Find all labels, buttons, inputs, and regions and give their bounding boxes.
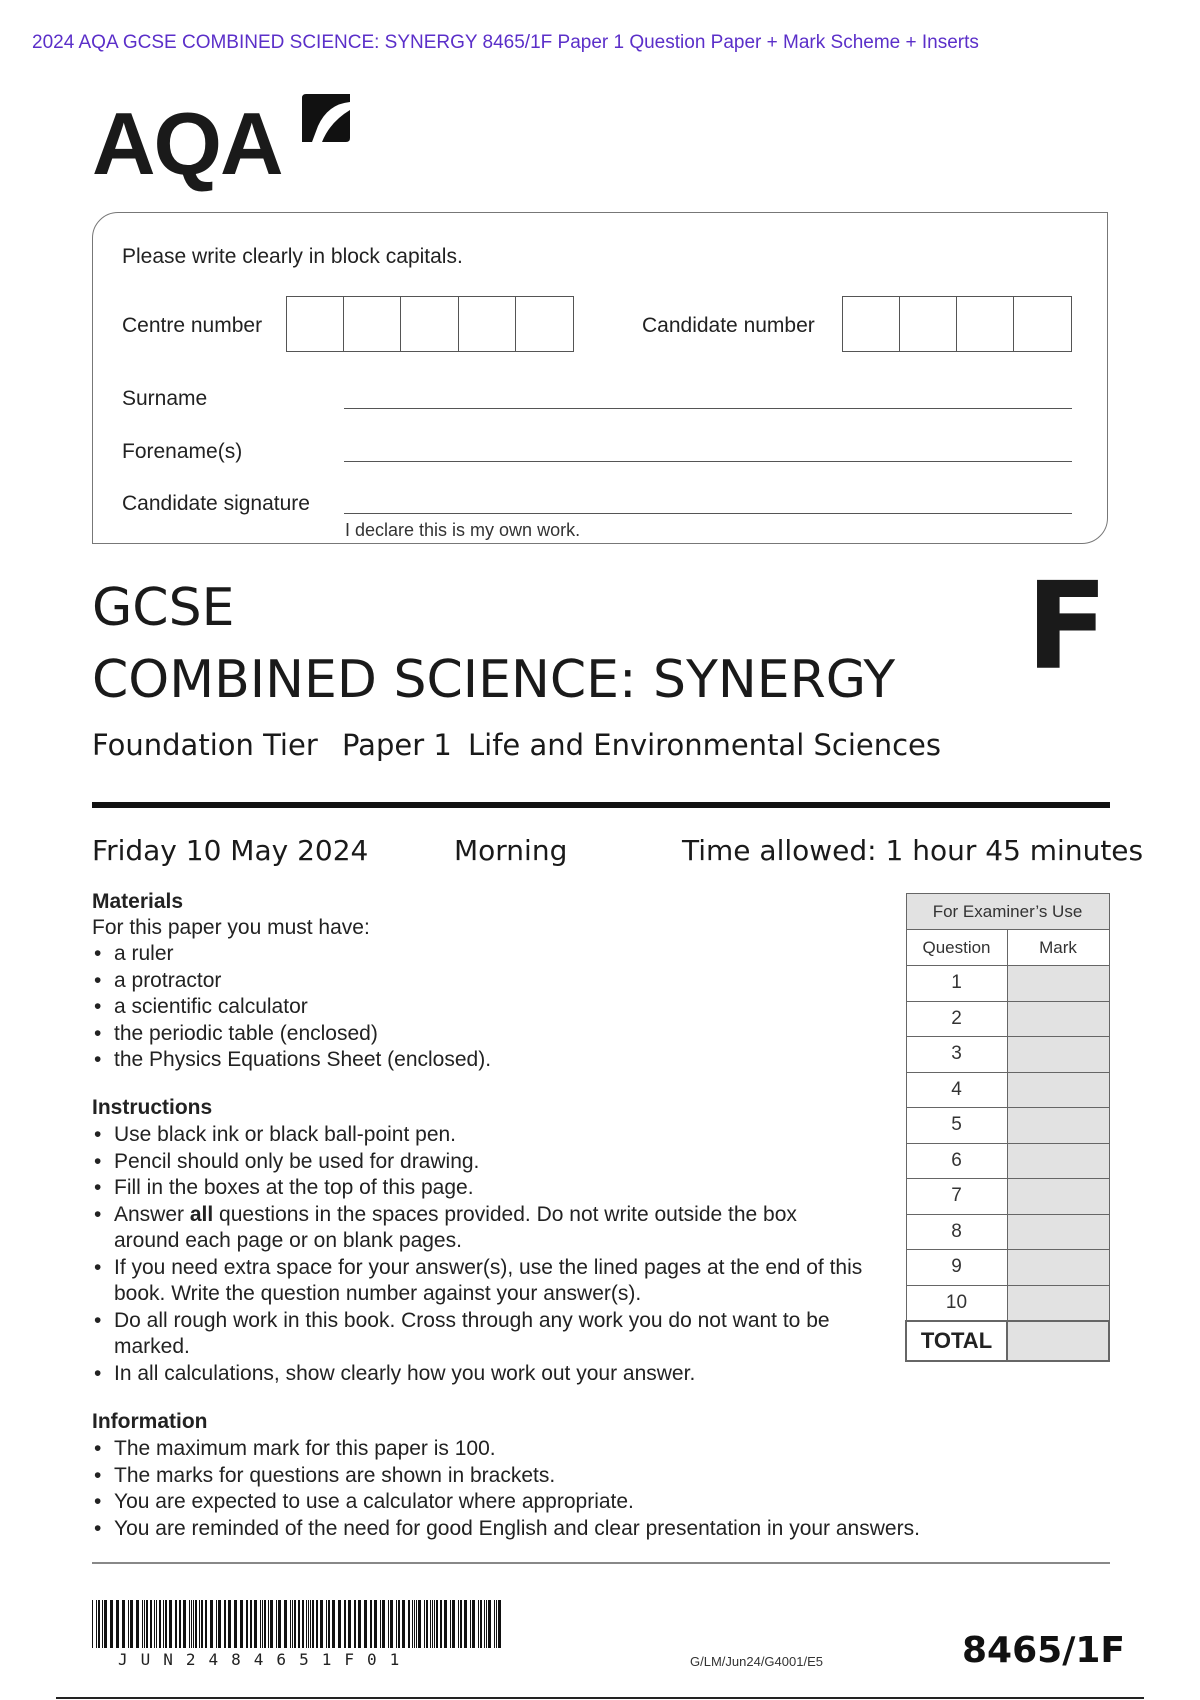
mark-column-header: Mark <box>1007 930 1109 966</box>
paper-number: Paper 1 <box>342 728 452 762</box>
list-item: • The maximum mark for this paper is 100. <box>92 1436 1092 1463</box>
signature-field[interactable] <box>344 513 1072 514</box>
instructions-heading: Instructions <box>92 1096 213 1119</box>
information-list <box>92 1436 1092 1542</box>
surname-field[interactable] <box>344 408 1072 409</box>
mark-cell <box>1007 1250 1109 1286</box>
surname-label: Surname <box>122 387 208 410</box>
question-number: 4 <box>906 1072 1007 1108</box>
forenames-label: Forename(s) <box>122 440 243 463</box>
candidate-number-label: Candidate number <box>642 314 815 337</box>
list-item: • a scientific calculator <box>92 994 852 1021</box>
question-number: 9 <box>906 1250 1007 1286</box>
mark-cell <box>1007 966 1109 1002</box>
list-item: • the Physics Equations Sheet (enclosed). <box>92 1047 852 1074</box>
barcode-number: JUN2484651F01 <box>118 1650 413 1669</box>
mark-cell <box>1007 1037 1109 1073</box>
question-number: 3 <box>906 1037 1007 1073</box>
materials-intro: For this paper you must have: <box>92 916 370 939</box>
list-item: • If you need extra space for your answer(s), use the lined pages at the end of this book. Write the question number against your answer(s). <box>92 1255 874 1308</box>
tier-letter: F <box>1026 558 1108 697</box>
forenames-field[interactable] <box>344 461 1072 462</box>
list-item: • a ruler <box>92 941 852 968</box>
barcode <box>92 1600 504 1648</box>
list-item: • You are expected to use a calculator where appropriate. <box>92 1489 1092 1516</box>
title-divider <box>92 802 1110 808</box>
mark-cell <box>1007 1001 1109 1037</box>
list-item: • Do all rough work in this book. Cross through any work you do not want to be marked. <box>92 1308 834 1361</box>
candidate-number-field[interactable] <box>842 296 1072 352</box>
mark-cell <box>1007 1072 1109 1108</box>
mark-cell <box>1007 1285 1109 1321</box>
instructions-list <box>92 1122 872 1387</box>
list-item: • Use black ink or black ball-point pen. <box>92 1122 872 1149</box>
list-item: • You are reminded of the need for good English and clear presentation in your answers. <box>92 1516 1092 1543</box>
list-item: • the periodic table (enclosed) <box>92 1021 852 1048</box>
question-number: 8 <box>906 1214 1007 1250</box>
list-item: • Pencil should only be used for drawing. <box>92 1149 872 1176</box>
mark-cell <box>1007 1179 1109 1215</box>
information-heading: Information <box>92 1410 208 1433</box>
list-item: • a protractor <box>92 968 852 995</box>
paper-title: Life and Environmental Sciences <box>468 728 942 762</box>
list-item: • Answer all questions in the spaces provided. Do not write outside the box around each page or on blank pages. <box>92 1202 834 1255</box>
aqa-logo-mark <box>300 92 352 150</box>
time-allowed: Time allowed: 1 hour 45 minutes <box>682 834 1144 867</box>
header-link[interactable]: 2024 AQA GCSE COMBINED SCIENCE: SYNERGY 8465/1F Paper 1 Question Paper + Mark Scheme + Inserts <box>32 32 979 53</box>
mark-cell <box>1007 1108 1109 1144</box>
total-label: TOTAL <box>906 1321 1007 1361</box>
total-mark-cell <box>1007 1321 1109 1361</box>
exam-session: Morning <box>454 834 568 867</box>
list-item: • In all calculations, show clearly how you work out your answer. <box>92 1361 872 1388</box>
question-column-header: Question <box>906 930 1007 966</box>
tier-name: Foundation Tier <box>92 728 318 762</box>
question-number: 7 <box>906 1179 1007 1215</box>
qualification-level: GCSE <box>92 578 235 638</box>
document-reference: G/LM/Jun24/G4001/E5 <box>690 1654 823 1669</box>
mark-cell <box>1007 1214 1109 1250</box>
footer-divider <box>92 1562 1110 1564</box>
paper-code: 8465/1F <box>962 1630 1125 1671</box>
question-number: 1 <box>906 966 1007 1002</box>
centre-number-field[interactable] <box>286 296 574 352</box>
page-bottom-line <box>56 1697 1144 1699</box>
materials-heading: Materials <box>92 890 184 913</box>
question-number: 5 <box>906 1108 1007 1144</box>
subject-title: COMBINED SCIENCE: SYNERGY <box>92 650 896 710</box>
list-item: • Fill in the boxes at the top of this page. <box>92 1175 872 1202</box>
form-instruction: Please write clearly in block capitals. <box>122 245 463 268</box>
materials-list <box>92 941 852 1074</box>
declaration-text: I declare this is my own work. <box>345 520 581 540</box>
aqa-logo: AQA <box>92 94 282 193</box>
mark-cell <box>1007 1143 1109 1179</box>
question-number: 10 <box>906 1285 1007 1321</box>
centre-number-label: Centre number <box>122 314 263 337</box>
examiner-use-table <box>905 893 1110 1362</box>
signature-label: Candidate signature <box>122 492 310 515</box>
question-number: 6 <box>906 1143 1007 1179</box>
examiner-table-title: For Examiner’s Use <box>906 894 1109 930</box>
list-item: • The marks for questions are shown in brackets. <box>92 1463 1092 1490</box>
question-number: 2 <box>906 1001 1007 1037</box>
exam-date: Friday 10 May 2024 <box>92 834 369 867</box>
